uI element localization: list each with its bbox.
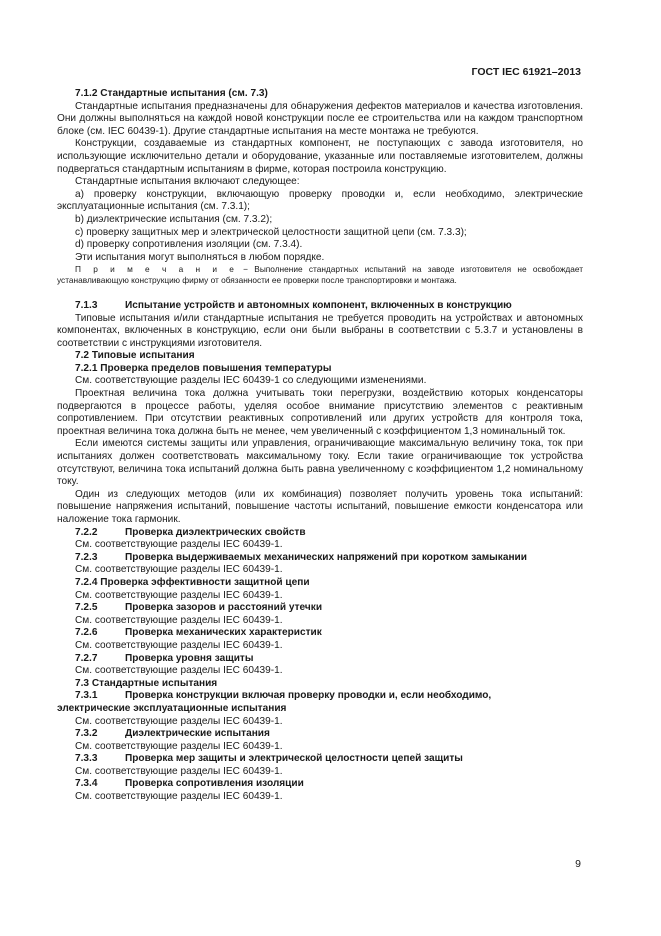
section-heading-7-2-6 [57, 627, 583, 640]
section-heading-7-3-4 [57, 778, 583, 791]
reference-text: См. соответствующие разделы IEC 60439-1. [75, 539, 283, 551]
document-body [57, 88, 583, 804]
reference-text: См. соответствующие разделы IEC 60439-1. [75, 715, 283, 727]
section-number: 7.2.7 [75, 652, 98, 664]
reference-text: См. соответствующие разделы IEC 60439-1. [75, 564, 283, 576]
section-title: Проверка сопротивления изоляции [125, 778, 304, 790]
note-text: − Выполнение стандартных испытаний на заводе изготовителя не освобождает устанавливающую конструкцию фирму от обязанности ее проверки после транспортировки и монтажа. [57, 264, 584, 286]
note [57, 264, 583, 286]
section-title: Проверка диэлектрических свойств [125, 526, 306, 538]
paragraph: Эти испытания могут выполняться в любом порядке. [75, 251, 325, 263]
section-heading-7-2-3 [57, 552, 583, 565]
paragraph: Проектная величина тока должна учитывать токи перегрузки, воздействию которых конденсаторы подвергаются в процессе работы, уделяя особое внимание присутствию элементов с реактивным сопротивлением. При отсутствии реактивных сопротивлений или других устройств для контроля тока, проектная величина тока должна быть не менее, чем увеличенный с коэффициентом 1,3 номинальный ток. [57, 388, 583, 437]
paragraph: Стандартные испытания предназначены для обнаружения дефектов материалов и качества изготовления. Они должны выполняться на каждой новой конструкции после ее строительства или на каждом транспортном блоке (см. IEC 60439-1). Другие стандартные испытания на месте монтажа не требуются. [57, 100, 583, 137]
section-title: Проверка уровня защиты [125, 652, 254, 664]
section-title: Проверка конструкции включая проверку проводки и, если необходимо, [125, 690, 492, 702]
section-number: 7.3.1 [75, 690, 98, 702]
section-heading-7-2: 7.2 Типовые испытания [75, 350, 195, 362]
note-label: П р и м е ч а н и е [75, 264, 237, 275]
reference-text: См. соответствующие разделы IEC 60439-1. [75, 614, 283, 626]
section-number: 7.2.2 [75, 526, 98, 538]
section-heading-7-3-1 [57, 690, 583, 703]
section-heading-7-3: 7.3 Стандартные испытания [75, 677, 218, 689]
reference-text: См. соответствующие разделы IEC 60439-1. [75, 665, 283, 677]
list-item: d) проверку сопротивления изоляции (см. 7.3.4). [75, 239, 303, 251]
section-heading-7-2-2 [57, 527, 583, 540]
section-number: 7.3.3 [75, 753, 98, 765]
section-heading-7-2-1: 7.2.1 Проверка пределов повышения температуры [75, 362, 332, 374]
list-item: b) диэлектрические испытания (см. 7.3.2); [75, 213, 273, 225]
section-heading-7-2-5 [57, 602, 583, 615]
paragraph: Если имеются системы защиты или управления, ограничивающие максимальную величину тока, ток при испытаниях должен соответствовать максимальному току. Если такие ограничивающие ток устройства отсутствуют, величина тока испытаний должна быть равна увеличенному с коэффициентом 1,2 номинальному току. [57, 438, 583, 488]
list-item: c) проверку защитных мер и электрической целостности защитной цепи (см. 7.3.3); [75, 226, 467, 238]
section-number: 7.2.6 [75, 627, 98, 639]
section-title: Диэлектрические испытания [125, 728, 270, 740]
section-number: 7.2.5 [75, 602, 98, 614]
paragraph: Типовые испытания и/или стандартные испытания не требуется проводить на устройствах и автономных компонентах, включенных в конструкцию, если они были выбраны в соответствии с 5.3.7 и установлены в соответствии с инструкциями изготовителя. [57, 312, 583, 349]
section-heading-7-1-2: 7.1.2 Стандартные испытания (см. 7.3) [75, 88, 268, 99]
reference-text: См. соответствующие разделы IEC 60439-1. [75, 791, 283, 803]
paragraph: Конструкции, создаваемые из стандартных компонент, не поступающих с завода изготовителя, но использующие исключительно детали и оборудование, указанные или поставляемые изготовителем, должны подвергаться стандартным испытаниям в фирме, которая построила конструкцию. [57, 138, 583, 175]
section-heading-7-1-3 [57, 300, 583, 313]
section-heading-7-2-7 [57, 653, 583, 666]
section-number: 7.3.2 [75, 728, 98, 740]
list-item: a) проверку конструкции, включающую проверку проводки и, если необходимо, электрические эксплуатационные испытания (см. 7.3.1); [57, 188, 583, 213]
section-title: Испытание устройств и автономных компонент, включенных в конструкцию [125, 299, 512, 311]
reference-text: См. соответствующие разделы IEC 60439-1. [75, 740, 283, 752]
reference-text: См. соответствующие разделы IEC 60439-1. [75, 589, 283, 601]
paragraph: См. соответствующие разделы IEC 60439-1 со следующими изменениями. [75, 375, 427, 387]
section-number: 7.1.3 [75, 299, 98, 311]
section-title: Проверка механических характеристик [125, 627, 322, 639]
paragraph: Один из следующих методов (или их комбинация) позволяет получить уровень тока испытаний: повышение напряжения испытаний, повышение частоты испытаний, повышение емкости конденсатора или наложение тока гармоник. [57, 488, 583, 525]
reference-text: См. соответствующие разделы IEC 60439-1. [75, 765, 283, 777]
section-title: Проверка зазоров и расстояний утечки [125, 602, 323, 614]
document-code: ГОСТ IEC 61921–2013 [471, 66, 581, 78]
section-heading-7-3-2 [57, 728, 583, 741]
section-number: 7.2.3 [75, 551, 98, 563]
reference-text: См. соответствующие разделы IEC 60439-1. [75, 639, 283, 651]
section-heading-7-2-4: 7.2.4 Проверка эффективности защитной цепи [75, 576, 310, 588]
section-title: Проверка мер защиты и электрической целостности цепей защиты [125, 753, 463, 765]
page-number: 9 [575, 858, 581, 870]
section-heading-7-3-3 [57, 753, 583, 766]
section-title: Проверка выдерживаемых механических напряжений при коротком замыкании [125, 551, 527, 563]
section-number: 7.3.4 [75, 778, 98, 790]
paragraph: Стандартные испытания включают следующее: [75, 176, 300, 188]
section-heading-7-3-1-continued: электрические эксплуатационные испытания [57, 702, 287, 714]
